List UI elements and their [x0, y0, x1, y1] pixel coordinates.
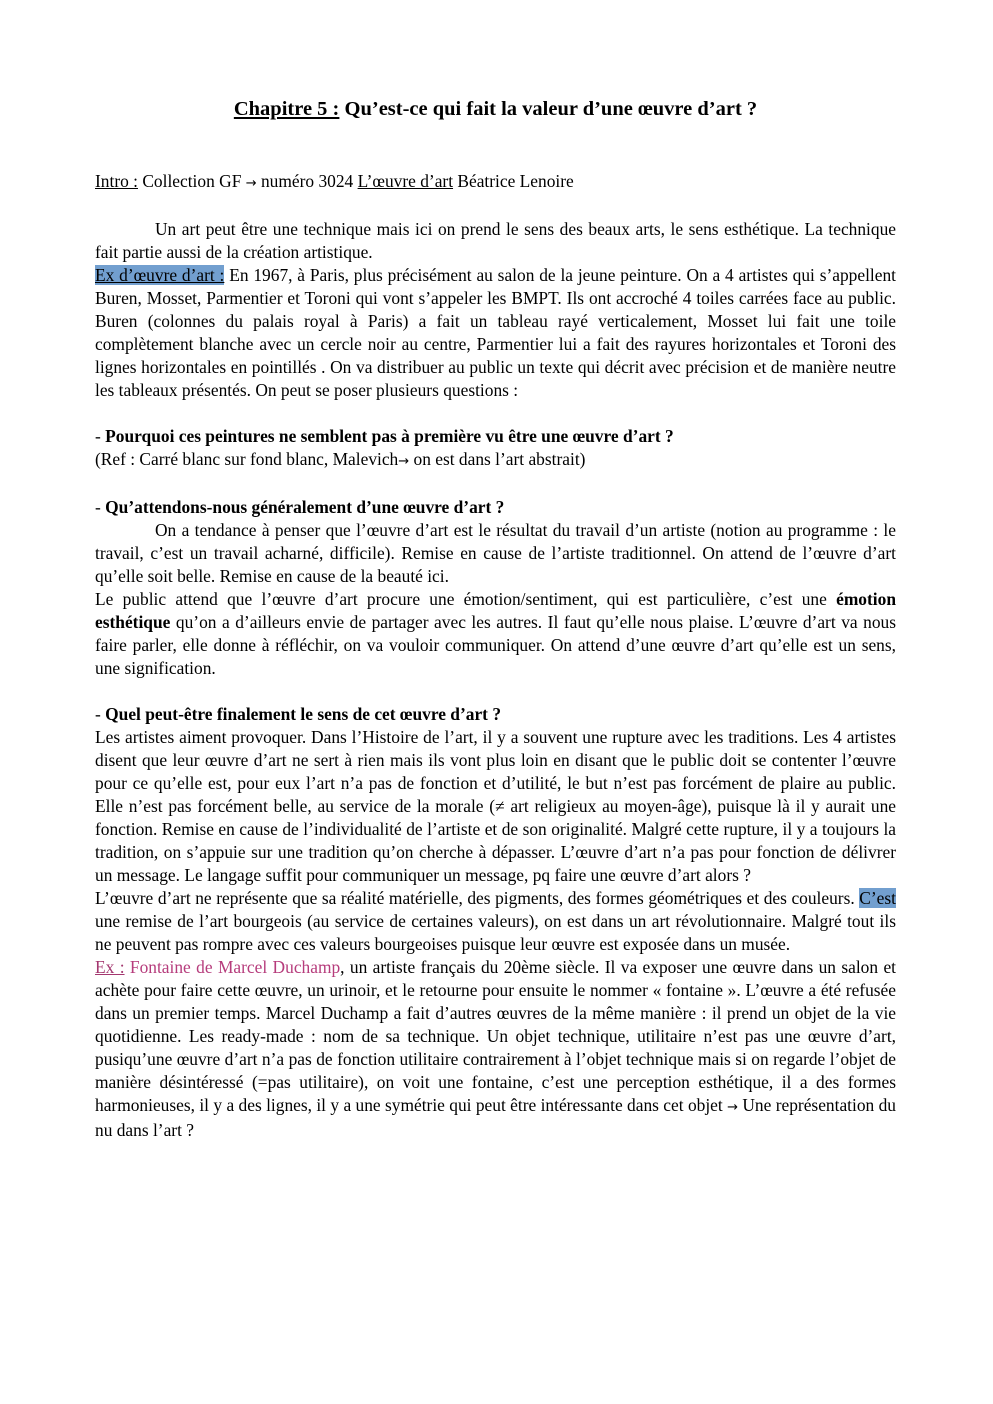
text: L’œuvre d’art ne représente que sa réalité matérielle, des pigments, des formes géométriques et des couleurs. — [95, 888, 860, 908]
page-title — [95, 96, 896, 122]
question-3-text: Quel peut-être finalement le sens de cet œuvre d’art ? — [105, 704, 502, 724]
question-2-paragraph-1: On a tendance à penser que l’œuvre d’art est le résultat du travail d’un artiste (notion au programme : le travail, c’est un travail acharné, difficile). Remise en cause de l’artiste traditionnel. On attend de l’œuvre d’art qu’elle soit belle. Remise en cause de la beauté ici. — [95, 520, 896, 586]
text: qu’on a d’ailleurs envie de partager avec les autres. Il faut qu’elle nous plaise. L’œuvre d’art va nous faire parler, elle donne à réfléchir, on va vouloir communiquer. On attend d’une œuvre d’art qu’elle est un sens, une signification. — [95, 612, 896, 678]
question-2-paragraph-2 — [95, 588, 896, 680]
book-title: L’œuvre d’art — [357, 171, 454, 191]
arrow-right-icon: → — [727, 1100, 738, 1115]
intro-text-2: numéro 3024 — [256, 171, 358, 191]
arrow-right-icon: → — [245, 176, 257, 191]
document-page — [95, 96, 896, 1142]
intro-label: Intro : — [95, 171, 138, 191]
dash: - — [95, 704, 106, 724]
example-label: Ex d’œuvre d’art : — [95, 265, 225, 285]
question-1-ref — [95, 448, 896, 473]
paragraph-example — [95, 264, 896, 402]
question-1 — [95, 425, 896, 448]
question-3-paragraph-2 — [95, 887, 896, 956]
highlighted-word: C’est — [859, 888, 896, 908]
dash: - — [95, 497, 106, 517]
example-text: , un artiste français du 20ème siècle. Il va exposer une œuvre dans un salon et achète pour faire cette œuvre, un urinoir, et le retourne pour ensuite le nommer « fontaine ». L’œuvre a été refusée dans un premier temps. Marcel Duchamp a fait d’autres œuvres de la même manière : il prend un objet de la vie quotidienne. Les ready-made : nom de sa technique. Un objet technique, utilitaire n’est pas une œuvre d’art, pusiqu’une œuvre d’art n’a pas de fonction utilitaire contrairement à l’objet technique mais si on regarde l’objet de manière désintéressé (=pas utilitaire), on voit une fontaine, c’est une perception esthétique, il a des formes harmonieuses, il y a des lignes, il y a une symétrie qui peut être intéressante dans cet objet — [95, 957, 897, 1115]
ref-text-1: (Ref : Carré blanc sur fond blanc, Malevich — [95, 449, 399, 469]
question-3-paragraph-1: Les artistes aiment provoquer. Dans l’Histoire de l’art, il y a souvent une rupture avec les traditions. Les 4 artistes disent que leur œuvre d’art ne sert à rien mais ils vont plus loin en disant que le public doit se contenter l’œuvre pour ce qu’elle est, pour eux l’art n’a pas de fonction et d’utilité, le but n’est pas forcément de plaire au public. Elle n’est pas forcément belle, au service de la morale (≠ art religieux au moyen-âge), puisque là il y aurait une fonction. Remise en cause de l’individualité de l’artiste et de son originalité. Malgré cette rupture, il y a toujours la tradition, on s’appuie sur une tradition qu’on cherche à dépasser. L’œuvre d’art n’a pas pour fonction de délivrer un message. Le langage suffit pour communiquer un message, pq faire une œuvre d’art alors ? — [95, 727, 896, 885]
text: une remise de l’art bourgeois (au service de certaines valeurs), on est dans un art révolutionnaire. Malgré tout ils ne peuvent pas rompre avec ces valeurs bourgeoises puisque leur œuvre est exposée dans un musée. — [95, 911, 896, 954]
paragraph-art-definition: Un art peut être une technique mais ici on prend le sens des beaux arts, le sens esthétique. La technique fait partie aussi de la création artistique. — [95, 219, 896, 262]
example-title: Fontaine de Marcel Duchamp — [124, 957, 341, 977]
question-2 — [95, 496, 896, 519]
ref-text-2: on est dans l’art abstrait) — [409, 449, 586, 469]
text: Le public attend que l’œuvre d’art procure une émotion/sentiment, qui est particulière, c’est une — [95, 589, 837, 609]
chapter-label: Chapitre 5 : — [233, 98, 340, 120]
question-2-text: Qu’attendons-nous généralement d’une œuvre d’art ? — [105, 497, 505, 517]
title-text: Qu’est-ce qui fait la valeur d’une œuvre d’art ? — [339, 98, 758, 120]
question-3-example — [95, 956, 896, 1142]
example-end: Une représentation du nu dans l’art ? — [95, 1095, 896, 1140]
question-3 — [95, 703, 896, 726]
intro-author: Béatrice Lenoire — [453, 171, 574, 191]
emotion-esthetique: émotion esthétique — [95, 589, 896, 632]
arrow-right-icon: → — [398, 454, 410, 469]
example-label: Ex : — [95, 957, 125, 977]
question-1-text: Pourquoi ces peintures ne semblent pas à première vu être une œuvre d’art ? — [105, 426, 674, 446]
dash: - — [95, 426, 106, 446]
intro-line — [95, 170, 896, 195]
example-text: En 1967, à Paris, plus précisément au salon de la jeune peinture. On a 4 artistes qui s’appellent Buren, Mosset, Parmentier et Toroni qui vont s’appeler les BMPT. Ils ont accroché 4 toiles carrées face au public. Buren (colonnes du palais royal à Paris) a fait un tableau rayé verticalement, Mosset lui fait une toile complètement blanche avec un cercle noir au centre, Parmentier lui a fait des rayures horizontales et Toroni des lignes horizontales en pointillés . On va distribuer au public un texte qui décrit avec précision et de manière neutre les tableaux présentés. On peut se poser plusieurs questions : — [95, 265, 896, 400]
intro-text-1: Collection GF — [137, 171, 246, 191]
